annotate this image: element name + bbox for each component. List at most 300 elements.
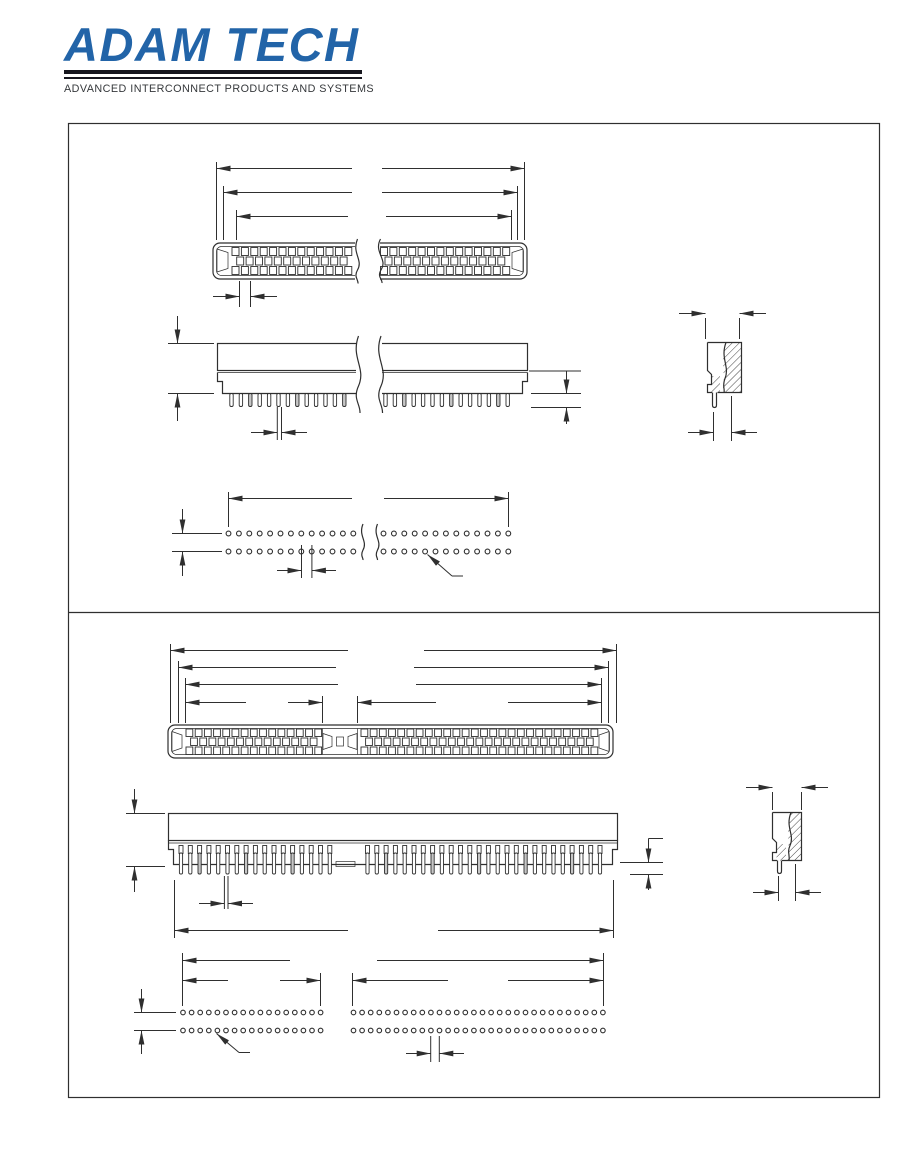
pin-contact: [241, 729, 248, 737]
pin-lead: [533, 853, 536, 874]
pcb-hole: [480, 1010, 485, 1015]
pcb-hole: [532, 1028, 537, 1033]
pin-contact: [402, 738, 409, 746]
pin-contact: [485, 738, 492, 746]
pin-contact: [573, 729, 580, 737]
pin-contact: [288, 248, 295, 256]
pin-contact: [409, 267, 416, 275]
pin-contact: [418, 267, 425, 275]
pin-top: [198, 846, 202, 854]
pcb-hole: [226, 549, 231, 554]
pin-contact: [441, 257, 448, 265]
pin-contact: [499, 747, 506, 755]
pin-contact: [232, 248, 239, 256]
pcb-hole: [454, 1028, 459, 1033]
pcb-hole: [247, 549, 252, 554]
pcb-hole: [232, 1010, 237, 1015]
pcb-hole: [198, 1010, 203, 1015]
pin-lead: [366, 853, 369, 874]
pin-contact: [375, 738, 382, 746]
pin-contact: [296, 747, 303, 755]
pin-lead: [385, 853, 388, 874]
pin-lead: [580, 853, 583, 874]
pcb-hole: [454, 1010, 459, 1015]
pin-contact: [232, 729, 239, 737]
pcb-hole: [189, 1028, 194, 1033]
pin-top: [514, 846, 518, 854]
pcb-hole: [320, 531, 325, 536]
pcb-hole: [258, 1028, 263, 1033]
pin-top: [179, 846, 183, 854]
pin-top: [431, 846, 435, 854]
pin-lead: [403, 853, 406, 874]
pin-contact: [493, 248, 500, 256]
pin-contact: [389, 747, 396, 755]
pcb-hole: [278, 549, 283, 554]
pcb-hole: [480, 1028, 485, 1033]
pin-contact: [416, 729, 423, 737]
pcb-hole: [226, 531, 231, 536]
pin-lead: [296, 394, 299, 407]
pcb-hole: [540, 1028, 545, 1033]
pin-contact: [471, 747, 478, 755]
pin-top: [253, 846, 257, 854]
pin-lead: [207, 853, 210, 874]
pin-contact: [306, 729, 313, 737]
pin-contact: [310, 738, 317, 746]
pcb-hole: [497, 1010, 502, 1015]
pcb-hole: [403, 1028, 408, 1033]
pin-contact: [265, 257, 272, 265]
pin-contact: [493, 267, 500, 275]
pcb-hole: [411, 1028, 416, 1033]
pcb-hole: [224, 1010, 229, 1015]
figure1-pcb-layout: [172, 492, 511, 578]
pin-top: [412, 846, 416, 854]
pin-top: [226, 846, 230, 854]
pcb-hole: [360, 1028, 365, 1033]
pin-top: [449, 846, 453, 854]
pcb-hole: [257, 549, 262, 554]
pin-contact: [503, 248, 510, 256]
pin-lead: [291, 853, 294, 874]
pin-contact: [577, 738, 584, 746]
pin-contact: [255, 738, 262, 746]
pcb-hole: [289, 531, 294, 536]
pin-top: [366, 846, 370, 854]
pcb-hole: [181, 1010, 186, 1015]
pcb-hole: [284, 1010, 289, 1015]
pcb-hole: [330, 531, 335, 536]
pin-contact: [531, 738, 538, 746]
pin-top: [188, 846, 192, 854]
pin-contact: [246, 738, 253, 746]
pcb-hole: [215, 1028, 220, 1033]
pin-contact: [484, 248, 491, 256]
pcb-hole: [381, 549, 386, 554]
pin-lead: [235, 853, 238, 874]
drawing-frame: [69, 124, 880, 1098]
pin-contact: [499, 729, 506, 737]
pcb-hole: [433, 549, 438, 554]
pcb-hole: [318, 1010, 323, 1015]
pin-lead: [267, 394, 270, 407]
pcb-hole: [394, 1028, 399, 1033]
pcb-hole: [267, 1010, 272, 1015]
pcb-hole: [489, 1010, 494, 1015]
pin-contact: [251, 248, 258, 256]
pin-contact: [393, 738, 400, 746]
pcb-hole: [444, 549, 449, 554]
pin-lead: [496, 853, 499, 874]
pin-contact: [315, 747, 322, 755]
pcb-hole: [420, 1010, 425, 1015]
pin-top: [598, 846, 602, 854]
pin-contact: [421, 738, 428, 746]
pcb-hole: [351, 1010, 356, 1015]
pin-lead: [497, 394, 500, 407]
pin-contact: [451, 257, 458, 265]
figure1-dimensions-top: [217, 162, 525, 240]
pin-lead: [421, 394, 424, 407]
pin-top: [375, 846, 379, 854]
pin-contact: [536, 747, 543, 755]
pin-contact: [522, 738, 529, 746]
pcb-hole: [189, 1010, 194, 1015]
pcb-hole: [289, 549, 294, 554]
pcb-hole: [278, 531, 283, 536]
pcb-hole: [558, 1028, 563, 1033]
pin-contact: [444, 747, 451, 755]
pin-top: [281, 846, 285, 854]
pin-top: [207, 846, 211, 854]
pin-contact: [218, 738, 225, 746]
figure2-pcb-layout: [134, 953, 605, 1062]
pin-lead: [478, 853, 481, 874]
pin-contact: [444, 729, 451, 737]
pcb-hole: [275, 1028, 280, 1033]
pin-contact: [260, 729, 267, 737]
pin-contact: [488, 257, 495, 265]
pin-contact: [437, 267, 444, 275]
pcb-hole: [394, 1010, 399, 1015]
pcb-hole: [464, 531, 469, 536]
pin-lead: [272, 853, 275, 874]
pin-top: [291, 846, 295, 854]
pin-contact: [437, 248, 444, 256]
pcb-hole: [423, 549, 428, 554]
pin-lead: [487, 394, 490, 407]
pin-contact: [490, 747, 497, 755]
pin-contact: [298, 248, 305, 256]
pin-lead: [249, 394, 252, 407]
pin-lead: [468, 853, 471, 874]
pin-contact: [458, 738, 465, 746]
pin-contact: [241, 747, 248, 755]
pcb-hole: [515, 1028, 520, 1033]
pin-contact: [209, 738, 216, 746]
pin-contact: [465, 248, 472, 256]
pin-top: [496, 846, 500, 854]
pcb-hole: [241, 1010, 246, 1015]
pin-contact: [379, 729, 386, 737]
pcb-hole: [485, 531, 490, 536]
pin-contact: [260, 267, 267, 275]
figure2-pcb-hole-leader: [217, 1034, 251, 1053]
pin-lead: [333, 394, 336, 407]
pin-top: [589, 846, 593, 854]
pin-contact: [475, 248, 482, 256]
pin-contact: [484, 267, 491, 275]
pin-lead: [440, 394, 443, 407]
pcb-hole: [351, 531, 356, 536]
pin-contact: [381, 248, 388, 256]
pin-contact: [335, 248, 342, 256]
pcb-hole: [250, 1010, 255, 1015]
pin-contact: [527, 729, 534, 737]
pcb-hole: [412, 531, 417, 536]
pin-contact: [456, 248, 463, 256]
pin-contact: [232, 747, 239, 755]
pcb-hole: [181, 1028, 186, 1033]
pin-lead: [343, 394, 346, 407]
pcb-hole: [257, 531, 262, 536]
pin-lead: [217, 853, 220, 874]
pcb-hole: [412, 549, 417, 554]
pin-contact: [394, 257, 401, 265]
pin-top: [216, 846, 220, 854]
pcb-hole: [258, 1010, 263, 1015]
pin-contact: [288, 267, 295, 275]
pcb-hole: [267, 1028, 272, 1033]
pin-contact: [260, 747, 267, 755]
pin-contact: [513, 738, 520, 746]
pin-lead: [412, 853, 415, 874]
pcb-hole: [351, 1028, 356, 1033]
pcb-hole: [454, 549, 459, 554]
pin-lead: [543, 853, 546, 874]
pin-lead: [431, 394, 434, 407]
pin-contact: [390, 248, 397, 256]
pin-contact: [315, 729, 322, 737]
pin-lead: [375, 853, 378, 874]
pin-top: [263, 846, 267, 854]
pin-contact: [389, 729, 396, 737]
pin-contact: [425, 729, 432, 737]
pcb-hole: [463, 1028, 468, 1033]
pin-contact: [307, 267, 314, 275]
pcb-hole: [360, 1010, 365, 1015]
pin-contact: [296, 729, 303, 737]
pin-contact: [269, 729, 276, 737]
pin-contact: [470, 257, 477, 265]
pin-contact: [423, 257, 430, 265]
pin-lead: [305, 394, 308, 407]
pin-contact: [479, 257, 486, 265]
pcb-hole: [423, 531, 428, 536]
pin-lead: [384, 394, 387, 407]
pin-contact: [527, 747, 534, 755]
pin-lead: [179, 853, 182, 874]
pin-contact: [399, 248, 406, 256]
pcb-hole: [402, 549, 407, 554]
pin-contact: [563, 747, 570, 755]
pin-contact: [379, 747, 386, 755]
pin-contact: [586, 738, 593, 746]
pin-contact: [204, 747, 211, 755]
pin-lead: [506, 394, 509, 407]
pin-contact: [260, 248, 267, 256]
figure2-dimensions-top: [171, 644, 617, 723]
pin-lead: [589, 853, 592, 874]
pcb-hole: [275, 1010, 280, 1015]
figure2-end-section-view: [746, 788, 828, 902]
pin-top: [421, 846, 425, 854]
pcb-hole: [293, 1028, 298, 1033]
pcb-hole: [583, 1010, 588, 1015]
pcb-hole: [496, 549, 501, 554]
pin-contact: [517, 729, 524, 737]
pcb-hole: [506, 1010, 511, 1015]
pcb-hole: [601, 1028, 606, 1033]
pcb-hole: [198, 1028, 203, 1033]
pin-lead: [324, 394, 327, 407]
pin-contact: [292, 738, 299, 746]
pin-contact: [467, 738, 474, 746]
pin-top: [244, 846, 248, 854]
pin-lead: [422, 853, 425, 874]
pcb-hole: [566, 1010, 571, 1015]
pcb-hole: [575, 1010, 580, 1015]
pin-lead: [440, 853, 443, 874]
pin-contact: [293, 257, 300, 265]
pcb-hole: [446, 1028, 451, 1033]
pin-contact: [279, 248, 286, 256]
pin-contact: [453, 747, 460, 755]
pin-lead: [300, 853, 303, 874]
pin-contact: [407, 729, 414, 737]
pin-contact: [460, 257, 467, 265]
pin-contact: [481, 747, 488, 755]
pin-contact: [191, 738, 198, 746]
figure1-pcb-hole-leader: [428, 555, 464, 577]
pin-lead: [561, 853, 564, 874]
pin-contact: [554, 747, 561, 755]
pcb-hole: [403, 1010, 408, 1015]
pcb-hole: [268, 531, 273, 536]
pin-lead: [524, 853, 527, 874]
pin-contact: [307, 248, 314, 256]
pin-contact: [545, 747, 552, 755]
pin-contact: [494, 738, 501, 746]
pcb-hole: [381, 531, 386, 536]
pin-lead: [263, 853, 266, 874]
pin-contact: [591, 729, 598, 737]
pin-contact: [453, 729, 460, 737]
pcb-hole: [558, 1010, 563, 1015]
pin-lead: [282, 853, 285, 874]
pin-contact: [345, 267, 352, 275]
pcb-hole: [402, 531, 407, 536]
pin-top: [403, 846, 407, 854]
pin-contact: [412, 738, 419, 746]
pin-contact: [186, 747, 193, 755]
pin-lead: [431, 853, 434, 874]
pin-contact: [303, 257, 310, 265]
pcb-hole: [207, 1010, 212, 1015]
pin-top: [309, 846, 313, 854]
pin-lead: [515, 853, 518, 874]
pin-contact: [498, 257, 505, 265]
figure2-top-view: [168, 725, 613, 758]
pcb-hole: [437, 1010, 442, 1015]
pin-contact: [335, 267, 342, 275]
pcb-hole: [540, 1010, 545, 1015]
pin-top: [579, 846, 583, 854]
pin-contact: [465, 267, 472, 275]
pin-contact: [582, 729, 589, 737]
pcb-hole: [237, 549, 242, 554]
pin-top: [440, 846, 444, 854]
pcb-hole: [310, 1010, 315, 1015]
pcb-hole: [444, 531, 449, 536]
pin-top: [328, 846, 332, 854]
pin-contact: [490, 729, 497, 737]
pin-contact: [428, 267, 435, 275]
pcb-hole: [301, 1028, 306, 1033]
pin-contact: [345, 248, 352, 256]
pcb-hole: [549, 1028, 554, 1033]
pin-contact: [568, 738, 575, 746]
pin-contact: [287, 729, 294, 737]
pin-contact: [287, 747, 294, 755]
pcb-hole: [268, 549, 273, 554]
pin-top: [486, 846, 490, 854]
pin-contact: [250, 729, 257, 737]
pcb-hole: [411, 1010, 416, 1015]
pin-contact: [446, 248, 453, 256]
pin-contact: [237, 257, 244, 265]
pin-contact: [398, 747, 405, 755]
pin-contact: [430, 738, 437, 746]
pin-contact: [540, 738, 547, 746]
pcb-hole: [241, 1028, 246, 1033]
pin-contact: [237, 738, 244, 746]
pin-top: [393, 846, 397, 854]
pcb-hole: [341, 531, 346, 536]
pin-lead: [189, 853, 192, 874]
pcb-hole: [215, 1010, 220, 1015]
pcb-hole: [318, 1028, 323, 1033]
pin-contact: [273, 738, 280, 746]
pin-contact: [195, 747, 202, 755]
pcb-hole: [293, 1010, 298, 1015]
pcb-hole: [446, 1010, 451, 1015]
pin-contact: [428, 248, 435, 256]
pcb-hole: [207, 1028, 212, 1033]
pin-lead: [412, 394, 415, 407]
pin-contact: [554, 729, 561, 737]
pin-lead: [328, 853, 331, 874]
pin-lead: [254, 853, 257, 874]
pcb-hole: [392, 531, 397, 536]
pin-contact: [550, 738, 557, 746]
pin-contact: [462, 747, 469, 755]
pcb-hole: [496, 531, 501, 536]
pin-contact: [418, 248, 425, 256]
figure1-end-section-view: [679, 314, 766, 442]
pin-lead: [571, 853, 574, 874]
